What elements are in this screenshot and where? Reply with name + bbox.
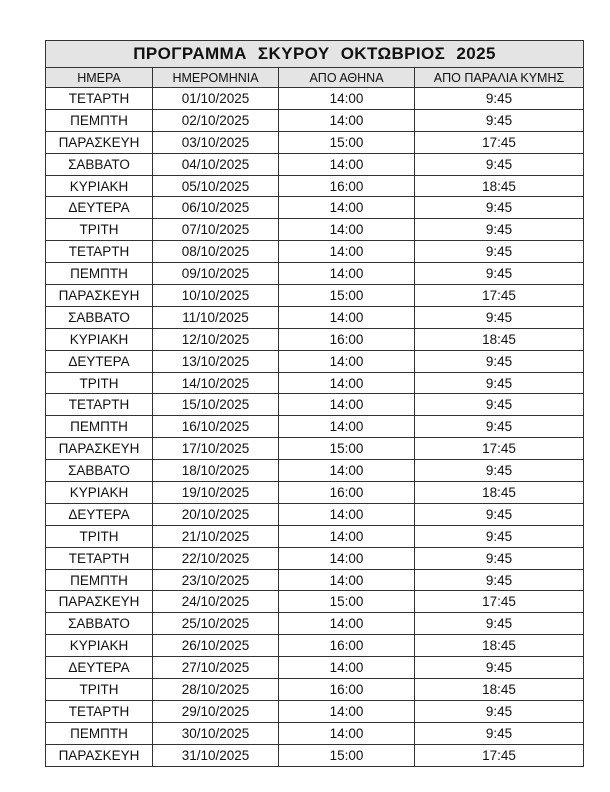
table-row: [46, 416, 584, 438]
from-athens-cell: 14:00: [279, 700, 415, 722]
column-header-day: ΗΜΕΡΑ: [46, 68, 153, 88]
from-athens-cell: 14:00: [279, 613, 415, 635]
date-cell: 17/10/2025: [153, 438, 279, 460]
date-cell: 23/10/2025: [153, 569, 279, 591]
day-cell: ΠΕΜΠΤΗ: [46, 109, 153, 131]
day-cell: ΤΕΤΑΡΤΗ: [46, 241, 153, 263]
from-athens-cell: 14:00: [279, 547, 415, 569]
day-cell: ΠΑΡΑΣΚΕΥΗ: [46, 591, 153, 613]
from-athens-cell: 14:00: [279, 263, 415, 285]
from-paralia-kymis-cell: 9:45: [415, 613, 584, 635]
from-paralia-kymis-cell: 9:45: [415, 306, 584, 328]
date-cell: 07/10/2025: [153, 219, 279, 241]
table-row: [46, 88, 584, 110]
from-paralia-kymis-cell: 9:45: [415, 460, 584, 482]
date-cell: 10/10/2025: [153, 285, 279, 307]
table-row: [46, 635, 584, 657]
day-cell: ΤΕΤΑΡΤΗ: [46, 88, 153, 110]
day-cell: ΠΑΡΑΣΚΕΥΗ: [46, 285, 153, 307]
date-cell: 05/10/2025: [153, 175, 279, 197]
date-cell: 12/10/2025: [153, 328, 279, 350]
table-row: [46, 700, 584, 722]
from-paralia-kymis-cell: 18:45: [415, 482, 584, 504]
from-athens-cell: 14:00: [279, 306, 415, 328]
from-paralia-kymis-cell: 17:45: [415, 591, 584, 613]
from-athens-cell: 16:00: [279, 482, 415, 504]
from-paralia-kymis-cell: 9:45: [415, 503, 584, 525]
table-row: [46, 547, 584, 569]
from-paralia-kymis-cell: 18:45: [415, 635, 584, 657]
from-athens-cell: 14:00: [279, 219, 415, 241]
from-athens-cell: 14:00: [279, 722, 415, 744]
table-row: [46, 460, 584, 482]
from-athens-cell: 14:00: [279, 88, 415, 110]
day-cell: ΤΡΙΤΗ: [46, 219, 153, 241]
from-paralia-kymis-cell: 9:45: [415, 241, 584, 263]
column-header-from-paralia-kymis: ΑΠΟ ΠΑΡΑΛΙΑ ΚΥΜΗΣ: [415, 68, 584, 88]
day-cell: ΤΡΙΤΗ: [46, 372, 153, 394]
table-row: [46, 131, 584, 153]
date-cell: 11/10/2025: [153, 306, 279, 328]
day-cell: ΣΑΒΒΑΤΟ: [46, 153, 153, 175]
from-paralia-kymis-cell: 17:45: [415, 438, 584, 460]
table-row: [46, 482, 584, 504]
schedule-sheet: [45, 40, 583, 767]
from-athens-cell: 14:00: [279, 241, 415, 263]
table-row: [46, 328, 584, 350]
from-athens-cell: 14:00: [279, 503, 415, 525]
date-cell: 22/10/2025: [153, 547, 279, 569]
day-cell: ΠΑΡΑΣΚΕΥΗ: [46, 744, 153, 766]
from-athens-cell: 14:00: [279, 372, 415, 394]
day-cell: ΔΕΥΤΕΡΑ: [46, 350, 153, 372]
from-paralia-kymis-cell: 17:45: [415, 285, 584, 307]
from-athens-cell: 14:00: [279, 394, 415, 416]
day-cell: ΤΡΙΤΗ: [46, 525, 153, 547]
table-row: [46, 109, 584, 131]
date-cell: 06/10/2025: [153, 197, 279, 219]
table-row: [46, 175, 584, 197]
column-header-date: ΗΜΕΡΟΜΗΝΙΑ: [153, 68, 279, 88]
from-athens-cell: 14:00: [279, 153, 415, 175]
from-athens-cell: 15:00: [279, 591, 415, 613]
day-cell: ΠΕΜΠΤΗ: [46, 569, 153, 591]
table-row: [46, 350, 584, 372]
day-cell: ΣΑΒΒΑΤΟ: [46, 613, 153, 635]
day-cell: ΤΡΙΤΗ: [46, 679, 153, 701]
table-row: [46, 503, 584, 525]
day-cell: ΔΕΥΤΕΡΑ: [46, 503, 153, 525]
table-row: [46, 569, 584, 591]
date-cell: 24/10/2025: [153, 591, 279, 613]
day-cell: ΠΕΜΠΤΗ: [46, 416, 153, 438]
from-athens-cell: 16:00: [279, 175, 415, 197]
table-row: [46, 241, 584, 263]
table-row: [46, 263, 584, 285]
from-paralia-kymis-cell: 9:45: [415, 350, 584, 372]
from-athens-cell: 14:00: [279, 350, 415, 372]
from-paralia-kymis-cell: 9:45: [415, 372, 584, 394]
date-cell: 03/10/2025: [153, 131, 279, 153]
from-paralia-kymis-cell: 9:45: [415, 219, 584, 241]
date-cell: 30/10/2025: [153, 722, 279, 744]
date-cell: 01/10/2025: [153, 88, 279, 110]
day-cell: ΚΥΡΙΑΚΗ: [46, 175, 153, 197]
date-cell: 28/10/2025: [153, 679, 279, 701]
date-cell: 14/10/2025: [153, 372, 279, 394]
table-row: [46, 613, 584, 635]
header-row: [46, 68, 584, 88]
date-cell: 25/10/2025: [153, 613, 279, 635]
schedule-body: [46, 88, 584, 767]
date-cell: 27/10/2025: [153, 657, 279, 679]
day-cell: ΤΕΤΑΡΤΗ: [46, 394, 153, 416]
from-athens-cell: 16:00: [279, 635, 415, 657]
date-cell: 13/10/2025: [153, 350, 279, 372]
day-cell: ΠΑΡΑΣΚΕΥΗ: [46, 131, 153, 153]
day-cell: ΣΑΒΒΑΤΟ: [46, 460, 153, 482]
day-cell: ΚΥΡΙΑΚΗ: [46, 635, 153, 657]
table-row: [46, 679, 584, 701]
from-paralia-kymis-cell: 9:45: [415, 700, 584, 722]
from-paralia-kymis-cell: 9:45: [415, 197, 584, 219]
from-athens-cell: 14:00: [279, 569, 415, 591]
date-cell: 04/10/2025: [153, 153, 279, 175]
table-row: [46, 394, 584, 416]
from-athens-cell: 14:00: [279, 416, 415, 438]
table-row: [46, 525, 584, 547]
day-cell: ΔΕΥΤΕΡΑ: [46, 657, 153, 679]
from-paralia-kymis-cell: 9:45: [415, 394, 584, 416]
table-row: [46, 722, 584, 744]
schedule-title: ΠΡΟΓΡΑΜΜΑ ΣΚΥΡΟΥ ΟΚΤΩΒΡΙΟΣ 2025: [46, 41, 584, 68]
from-paralia-kymis-cell: 9:45: [415, 722, 584, 744]
table-row: [46, 219, 584, 241]
date-cell: 08/10/2025: [153, 241, 279, 263]
from-paralia-kymis-cell: 17:45: [415, 131, 584, 153]
date-cell: 31/10/2025: [153, 744, 279, 766]
day-cell: ΠΕΜΠΤΗ: [46, 722, 153, 744]
from-paralia-kymis-cell: 18:45: [415, 175, 584, 197]
day-cell: ΤΕΤΑΡΤΗ: [46, 700, 153, 722]
from-athens-cell: 15:00: [279, 131, 415, 153]
from-athens-cell: 14:00: [279, 525, 415, 547]
from-athens-cell: 14:00: [279, 657, 415, 679]
from-paralia-kymis-cell: 9:45: [415, 525, 584, 547]
day-cell: ΠΑΡΑΣΚΕΥΗ: [46, 438, 153, 460]
from-paralia-kymis-cell: 18:45: [415, 328, 584, 350]
from-athens-cell: 14:00: [279, 109, 415, 131]
day-cell: ΚΥΡΙΑΚΗ: [46, 328, 153, 350]
table-row: [46, 153, 584, 175]
date-cell: 15/10/2025: [153, 394, 279, 416]
table-row: [46, 197, 584, 219]
date-cell: 02/10/2025: [153, 109, 279, 131]
from-paralia-kymis-cell: 18:45: [415, 679, 584, 701]
from-paralia-kymis-cell: 9:45: [415, 416, 584, 438]
from-athens-cell: 16:00: [279, 328, 415, 350]
date-cell: 21/10/2025: [153, 525, 279, 547]
from-paralia-kymis-cell: 9:45: [415, 109, 584, 131]
table-row: [46, 285, 584, 307]
column-header-from-athens: ΑΠΟ ΑΘΗΝΑ: [279, 68, 415, 88]
title-row: [46, 41, 584, 68]
date-cell: 20/10/2025: [153, 503, 279, 525]
table-row: [46, 306, 584, 328]
table-row: [46, 657, 584, 679]
day-cell: ΚΥΡΙΑΚΗ: [46, 482, 153, 504]
date-cell: 09/10/2025: [153, 263, 279, 285]
from-athens-cell: 15:00: [279, 438, 415, 460]
from-paralia-kymis-cell: 9:45: [415, 569, 584, 591]
date-cell: 26/10/2025: [153, 635, 279, 657]
from-athens-cell: 16:00: [279, 679, 415, 701]
date-cell: 29/10/2025: [153, 700, 279, 722]
date-cell: 16/10/2025: [153, 416, 279, 438]
from-paralia-kymis-cell: 9:45: [415, 547, 584, 569]
date-cell: 19/10/2025: [153, 482, 279, 504]
table-row: [46, 438, 584, 460]
day-cell: ΔΕΥΤΕΡΑ: [46, 197, 153, 219]
from-athens-cell: 15:00: [279, 285, 415, 307]
table-row: [46, 591, 584, 613]
table-row: [46, 744, 584, 766]
day-cell: ΣΑΒΒΑΤΟ: [46, 306, 153, 328]
from-paralia-kymis-cell: 9:45: [415, 657, 584, 679]
from-paralia-kymis-cell: 9:45: [415, 153, 584, 175]
day-cell: ΤΕΤΑΡΤΗ: [46, 547, 153, 569]
date-cell: 18/10/2025: [153, 460, 279, 482]
from-paralia-kymis-cell: 17:45: [415, 744, 584, 766]
from-athens-cell: 15:00: [279, 744, 415, 766]
schedule-table: [45, 40, 584, 767]
day-cell: ΠΕΜΠΤΗ: [46, 263, 153, 285]
from-paralia-kymis-cell: 9:45: [415, 263, 584, 285]
from-paralia-kymis-cell: 9:45: [415, 88, 584, 110]
from-athens-cell: 14:00: [279, 460, 415, 482]
from-athens-cell: 14:00: [279, 197, 415, 219]
table-row: [46, 372, 584, 394]
